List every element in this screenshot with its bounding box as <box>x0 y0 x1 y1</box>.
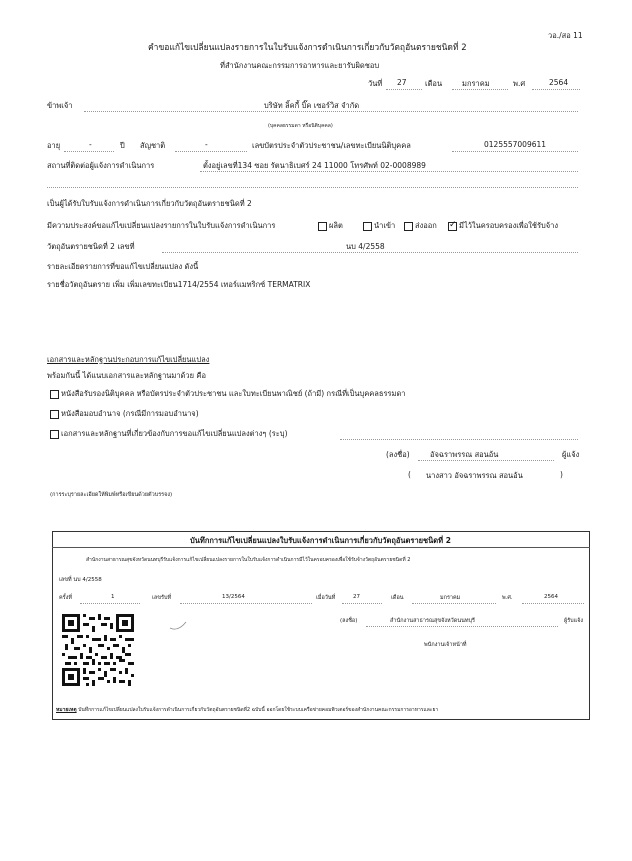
option-produce[interactable] <box>318 220 343 232</box>
possession-checkbox[interactable] <box>448 222 457 231</box>
evidence-item-2[interactable] <box>50 408 199 420</box>
date-day: 27 <box>397 78 407 87</box>
record-year: 2564 <box>544 594 558 600</box>
record-reg-line: เลขที่ นบ 4/2558 <box>59 577 102 583</box>
signature-note: (การระบุรายละเอียดให้พิมพ์หรือเขียนด้วยตัวบรรจง) <box>50 492 173 498</box>
option-produce-label: ผลิต <box>329 221 343 230</box>
record-sign-line <box>366 626 558 627</box>
contact-value: ตั้งอยู่เลขที่134 ซอย รัตนาธิเบศร์ 24 11000 โทรศัพท์ 02-0008989 <box>203 161 426 170</box>
option-export-label: ส่งออก <box>415 221 437 230</box>
date-day-label: วันที่ <box>368 79 383 88</box>
nationality-value: - <box>205 140 208 149</box>
signature-open-paren: ( <box>408 470 411 479</box>
record-line-1: สำนักงานสาธารณสุขจังหวัดนนทบุรีรับแจ้งการแก้ไขเปลี่ยนแปลงรายการในใบรับแจ้งการดำเนินการมีไว้ในครอบครองเพื่อใช้รับจ้างวัตถุอันตรายชนิดที่ 2 <box>86 557 411 563</box>
record-month-line <box>412 603 496 604</box>
id-label: เลขบัตรประจำตัวประชาชน/เลขทะเบียนนิติบุคคล <box>252 141 411 150</box>
date-month-line <box>452 89 508 90</box>
applicant-name-line <box>84 111 578 112</box>
evidence-item-1-label: หนังสือรับรองนิติบุคคล หรือบัตรประจำตัวประชาชน และใบทะเบียนพาณิชย์ (ถ้ามี) กรณีที่เป็นบุคคลธรรมดา <box>61 389 406 398</box>
signature-signer: อัจฉราพรรณ สอนอ้น <box>430 450 499 459</box>
record-remark-text: บันทึกการแก้ไขเปลี่ยนแปลงใบรับแจ้งการดำเนินการเกี่ยวกับวัตถุอันตรายชนิดที่2 ฉบับนี้ ออกโดยใช้ระบบเครือข่ายคอมพิวเตอร์ของสำนักงานคณะกรรมการอาหารและยา <box>78 707 439 713</box>
age-label: อายุ <box>47 141 61 150</box>
dotted-line-1 <box>47 187 578 188</box>
id-line <box>452 151 578 152</box>
registration-number: นบ 4/2558 <box>346 242 385 251</box>
applicant-label: ข้าพเจ้า <box>47 101 73 110</box>
record-rcv-no-label: เลขรับที่ <box>152 595 172 601</box>
record-time-line <box>80 603 140 604</box>
record-rcv-no: 13/2564 <box>222 594 245 600</box>
qr-code <box>62 614 134 686</box>
signature-role: ผู้แจ้ง <box>562 450 580 459</box>
form-code: วอ./สอ 11 <box>548 31 583 40</box>
option-possession[interactable] <box>448 220 558 232</box>
evidence-item-1[interactable] <box>50 388 406 400</box>
record-month: มกราคม <box>440 595 461 601</box>
form-subtitle: ที่สำนักงานคณะกรรมการอาหารและยารับผิดชอบ <box>220 61 380 70</box>
record-officer: พนักงานเจ้าหน้าที่ <box>424 642 467 648</box>
nationality-line <box>175 151 247 152</box>
record-title-divider <box>52 547 590 548</box>
signature-line <box>418 460 554 461</box>
id-value: 0125557009611 <box>484 140 547 149</box>
option-possession-label: มีไว้ในครอบครองเพื่อใช้รับจ้าง <box>459 221 559 230</box>
date-month: มกราคม <box>462 79 490 88</box>
export-checkbox[interactable] <box>404 222 413 231</box>
applicant-name: บริษัท ลิ้คกี้ บิ๊ค เซอร์วิส จำกัด <box>264 101 360 110</box>
signature-label: (ลงชื่อ) <box>386 450 410 459</box>
body-line-4: รายละเอียดรายการที่ขอแก้ไขเปลี่ยนแปลง ดังนี้ <box>47 262 199 271</box>
date-month-label: เดือน <box>425 79 443 88</box>
record-day: 27 <box>353 594 360 600</box>
date-year-label: พ.ศ <box>513 79 526 88</box>
record-remark <box>56 706 438 714</box>
evidence-checkbox-3[interactable] <box>50 430 59 439</box>
signature-full-name: นางสาว อัจฉราพรรณ สอนอ้น <box>426 471 523 480</box>
record-sign-label: (ลงชื่อ) <box>340 618 358 624</box>
applicant-name-note: (บุคคลธรรมดา หรือนิติบุคคล) <box>268 123 333 129</box>
date-day-line <box>386 89 422 90</box>
signature-close-paren: ) <box>560 470 563 479</box>
record-when-label: เมื่อวันที่ <box>316 595 336 601</box>
record-receiver: ผู้รับแจ้ง <box>564 618 584 624</box>
record-rcv-no-line <box>180 603 312 604</box>
reg-no-line <box>162 252 578 253</box>
evidence-item-3[interactable] <box>50 428 288 440</box>
record-day-line <box>342 603 382 604</box>
evidence-checkbox-1[interactable] <box>50 390 59 399</box>
age-line <box>64 151 114 152</box>
record-year-label: พ.ศ. <box>502 595 513 601</box>
evidence-item-2-label: หนังสือมอบอำนาจ (กรณีมีการมอบอำนาจ) <box>61 409 199 418</box>
record-remark-label: หมายเหตุ <box>56 707 77 713</box>
body-line-5: รายชื่อวัตถุอันตราย เพิ่ม เพิ่มเลขทะเบียน1714/2554 เทอร์แมทริกซ์ TERMATRIX <box>47 280 311 289</box>
nationality-label: สัญชาติ <box>140 141 166 150</box>
date-year: 2564 <box>549 78 569 87</box>
evidence-heading: เอกสารและหลักฐานประกอบการแก้ไขเปลี่ยนแปลง <box>47 355 210 364</box>
import-checkbox[interactable] <box>363 222 372 231</box>
contact-label: สถานที่ติดต่อผู้แจ้งการดำเนินการ <box>47 161 155 170</box>
stamp-mark <box>168 618 188 632</box>
record-office: สำนักงานสาธารณสุขจังหวัดนนทบุรี <box>390 618 475 624</box>
option-import-label: นำเข้า <box>374 221 396 230</box>
body-line-2: มีความประสงค์ขอแก้ไขเปลี่ยนแปลงรายการในใบรับแจ้งการดำเนินการ <box>47 221 276 230</box>
record-month-label: เดือน <box>391 595 404 601</box>
produce-checkbox[interactable] <box>318 222 327 231</box>
age-value: - <box>89 140 92 149</box>
form-title: คำขอแก้ไขเปลี่ยนแปลงรายการในใบรับแจ้งการดำเนินการเกี่ยวกับวัตถุอันตรายชนิดที่ 2 <box>148 43 467 53</box>
record-year-line <box>522 603 584 604</box>
evidence-specify-line <box>340 439 578 440</box>
option-export[interactable] <box>404 220 437 232</box>
evidence-item-3-label: เอกสารและหลักฐานที่เกี่ยวข้องกับการขอแก้ไขเปลี่ยนแปลงต่างๆ (ระบุ) <box>61 429 288 438</box>
date-year-line <box>532 89 580 90</box>
evidence-intro: พร้อมกันนี้ ได้แนบเอกสารและหลักฐานมาด้วย คือ <box>47 371 206 380</box>
evidence-checkbox-2[interactable] <box>50 410 59 419</box>
body-line-1: เป็นผู้ได้รับใบรับแจ้งการดำเนินการเกี่ยวกับวัตถุอันตรายชนิดที่ 2 <box>47 199 252 208</box>
record-time-label: ครั้งที่ <box>59 595 72 601</box>
record-title: บันทึกการแก้ไขเปลี่ยนแปลงใบรับแจ้งการดำเนินการเกี่ยวกับวัตถุอันตรายชนิดที่ 2 <box>190 536 451 545</box>
body-line-3: วัตถุอันตรายชนิดที่ 2 เลขที่ <box>47 242 135 251</box>
contact-line <box>200 171 578 172</box>
record-time: 1 <box>111 594 115 600</box>
option-import[interactable] <box>363 220 395 232</box>
age-unit: ปี <box>120 141 125 150</box>
